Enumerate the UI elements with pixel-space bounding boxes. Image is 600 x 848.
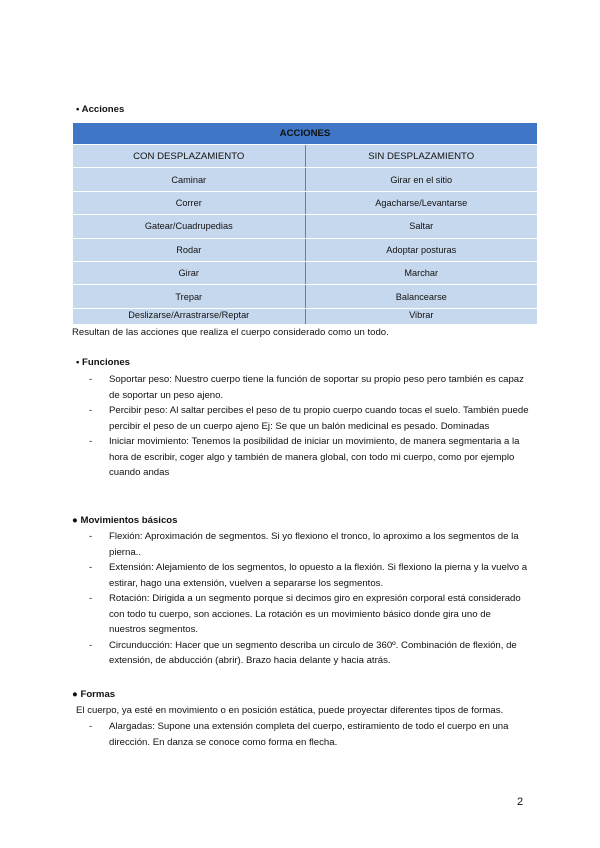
table-row [73, 285, 538, 308]
list-item [89, 591, 529, 638]
table-row [73, 238, 538, 261]
list-item [89, 719, 529, 750]
table-cell: Girar en el sitio [305, 168, 538, 191]
table-cell: Correr [73, 191, 306, 214]
dash-bullet: - [89, 436, 93, 447]
list-item-text: Circunducción: Hacer que un segmento describa un circulo de 360º. Combinación de flexión, de extensión, de abducción (abrir). Brazo hacia delante y hacia atrás. [109, 639, 517, 666]
acciones-note: Resultan de las acciones que realiza el cuerpo considerado como un todo. [72, 327, 389, 338]
table-row [73, 308, 538, 324]
dash-bullet: - [89, 374, 93, 385]
list-item-text: Alargadas: Supone una extensión completa del cuerpo, estiramiento de todo el cuerpo en una dirección. En danza se conoce como forma en flecha. [109, 721, 509, 748]
funciones-heading: • Funciones [76, 357, 130, 368]
list-item-text: Percibir peso: Al saltar percibes el peso de tu propio cuerpo cuando tocas el suelo. También puede percibir el peso de un cuerpo ajeno Ej: Se que un balón medicinal es pesado. Dominadas [109, 405, 529, 432]
list-item [89, 434, 529, 481]
list-item [89, 403, 529, 434]
table-cell: Trepar [73, 285, 306, 308]
acciones-heading: • Acciones [76, 104, 125, 115]
dash-bullet: - [89, 531, 93, 542]
list-item [89, 638, 529, 669]
movimientos-list [89, 529, 529, 669]
list-item [89, 372, 529, 403]
list-item-text: Iniciar movimiento: Tenemos la posibilidad de iniciar un movimiento, de manera segmentaria a la hora de escribir, coger algo y también de manera global, con todo mi cuerpo, como por ejemplo cuando andas [109, 436, 520, 478]
list-item-text: Soportar peso: Nuestro cuerpo tiene la función de soportar su propio peso pero también es capaz de soportar un peso ajeno. [109, 374, 524, 401]
page-number: 2 [517, 796, 524, 808]
acciones-table [72, 122, 538, 325]
formas-list [89, 719, 529, 750]
table-cell: Adoptar posturas [305, 238, 538, 261]
list-item [89, 560, 529, 591]
dash-bullet: - [89, 405, 93, 416]
table-cell: Girar [73, 261, 306, 284]
movimientos-heading: ● Movimientos básicos [72, 515, 178, 526]
table-cell: Gatear/Cuadrupedias [73, 215, 306, 238]
dash-bullet: - [89, 721, 93, 732]
table-cell: Saltar [305, 215, 538, 238]
dash-bullet: - [89, 639, 93, 651]
table-cell: Vibrar [305, 308, 538, 324]
table-row [73, 191, 538, 214]
list-item [89, 529, 529, 560]
dash-bullet: - [89, 593, 93, 604]
table-cell: Caminar [73, 168, 306, 191]
table-cell: Marchar [305, 261, 538, 284]
table-row [73, 215, 538, 238]
table-cell: Agacharse/Levantarse [305, 191, 538, 214]
formas-heading: ● Formas [72, 689, 116, 700]
formas-intro: El cuerpo, ya esté en movimiento o en posición estática, puede proyectar diferentes tipos de formas. [76, 705, 504, 716]
table-cell: Deslizarse/Arrastrarse/Reptar [73, 308, 306, 324]
dash-bullet: - [89, 562, 93, 573]
funciones-list [89, 372, 529, 481]
table-cell: Balancearse [305, 285, 538, 308]
table-row [73, 168, 538, 191]
column-header-sin-desplazamiento: SIN DESPLAZAMIENTO [305, 145, 538, 168]
list-item-text: Extensión: Alejamiento de los segmentos, lo opuesto a la flexión. Si flexiono la pierna y la vuelvo a estirar, hago una extensión, vuelven a separarse los segmentos. [109, 562, 528, 589]
column-header-con-desplazamiento: CON DESPLAZAMIENTO [73, 145, 306, 168]
table-cell: Rodar [73, 238, 306, 261]
list-item-text: Rotación: Dirigida a un segmento porque si decimos giro en expresión corporal está considerado con todo tu cuerpo, son acciones. La rotación es un movimiento básico donde gira uno de nuestros segmentos. [109, 593, 521, 635]
table-title: ACCIONES [73, 123, 538, 145]
table-row [73, 261, 538, 284]
list-item-text: Flexión: Aproximación de segmentos. Si yo flexiono el tronco, lo aproximo a los segmentos de la pierna.. [109, 531, 519, 558]
